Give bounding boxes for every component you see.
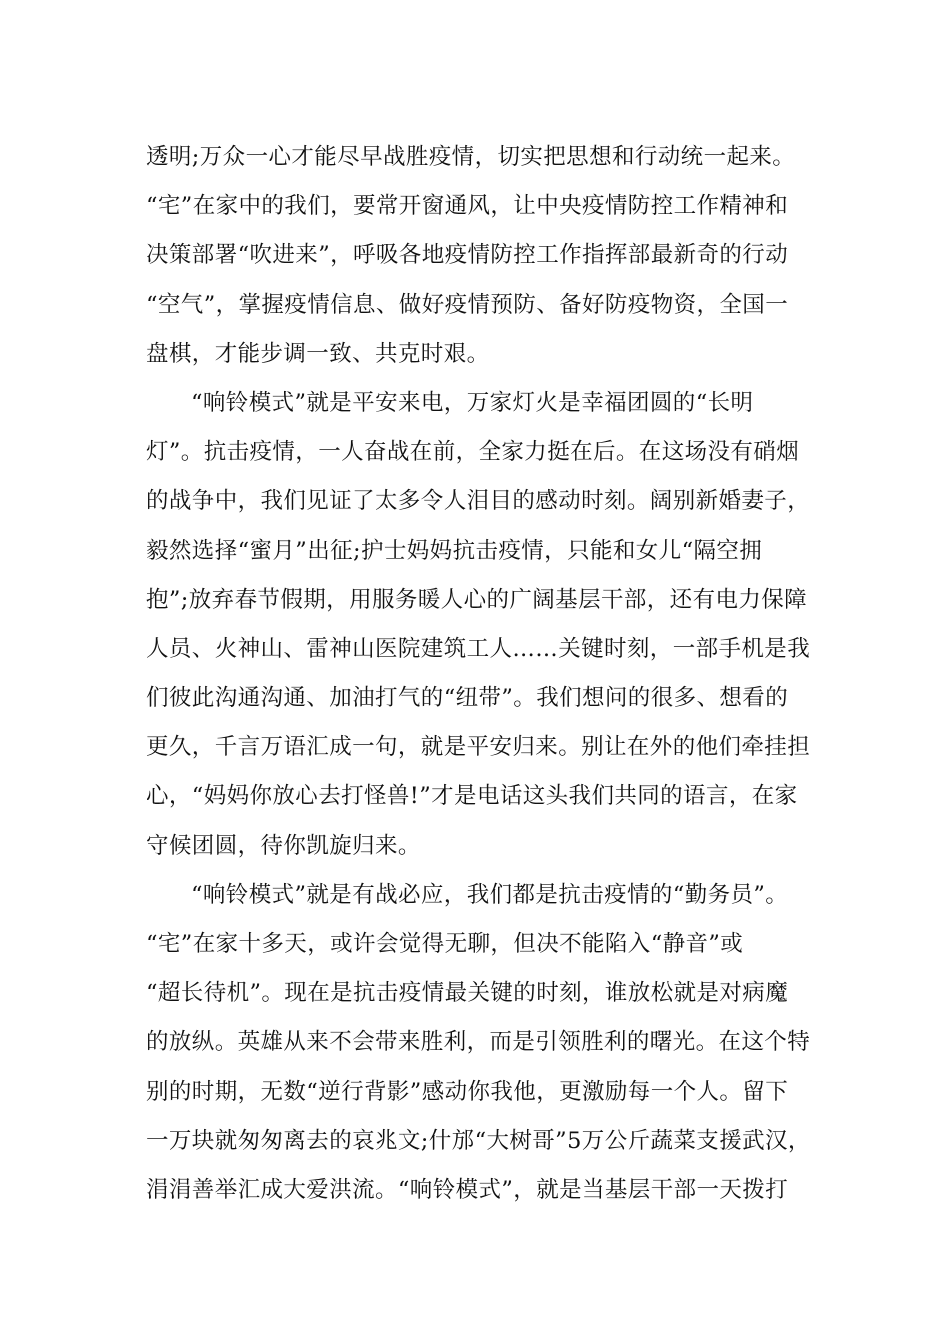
paragraph-start-line: “响铃模式”就是有战必应，我们都是抗击疫情的“勤务员”。 bbox=[191, 881, 789, 908]
text-line: “超长待机”。现在是抗击疫情最关键的时刻，谁放松就是对病魔 bbox=[146, 980, 789, 1007]
text-line: 更久，千言万语汇成一句，就是平安归来。别让在外的他们牵挂担 bbox=[146, 734, 811, 761]
text-line: 别的时期，无数“逆行背影”感动你我他，更激励每一个人。留下 bbox=[146, 1078, 789, 1105]
text-line: 盘棋，才能步调一致、共克时艰。 bbox=[146, 340, 490, 367]
text-line: 的放纵。英雄从来不会带来胜利，而是引领胜利的曙光。在这个特 bbox=[146, 1029, 811, 1056]
text-line: 一万块就匆匆离去的哀兆文;什邡“大树哥”5万公斤蔬菜支援武汉， bbox=[146, 1127, 811, 1154]
text-line: 守候团圆，待你凯旋归来。 bbox=[146, 832, 421, 859]
text-line: 涓涓善举汇成大爱洪流。“响铃模式”，就是当基层干部一天拨打 bbox=[146, 1176, 789, 1203]
text-line: 们彼此沟通沟通、加油打气的“纽带”。我们想问的很多、想看的 bbox=[146, 685, 789, 712]
text-line: 心，“妈妈你放心去打怪兽!”才是电话这头我们共同的语言，在家 bbox=[146, 783, 798, 810]
text-line: “宅”在家中的我们，要常开窗通风，让中央疫情防控工作精神和 bbox=[146, 193, 789, 220]
text-line: 透明;万众一心才能尽早战胜疫情，切实把思想和行动统一起来。 bbox=[146, 144, 796, 170]
body-text bbox=[146, 133, 826, 1215]
text-line: 的战争中，我们见证了太多令人泪目的感动时刻。阔别新婚妻子， bbox=[146, 488, 811, 515]
text-line: “宅”在家十多天，或许会觉得无聊，但决不能陷入“静音”或 bbox=[146, 931, 744, 957]
text-line: “空气”，掌握疫情信息、做好疫情预防、备好防疫物资，全国一 bbox=[146, 291, 789, 318]
text-line: 决策部署“吹进来”，呼吸各地疫情防控工作指挥部最新奇的行动 bbox=[146, 242, 789, 269]
text-line: 抱”;放弃春节假期，用服务暖人心的广阔基层干部，还有电力保障 bbox=[146, 586, 808, 613]
text-line: 灯”。抗击疫情，一人奋战在前，全家力挺在后。在这场没有硝烟 bbox=[146, 439, 800, 466]
text-line: 毅然选择“蜜月”出征;护士妈妈抗击疫情，只能和女儿“隔空拥 bbox=[146, 537, 763, 564]
text-line: 人员、火神山、雷神山医院建筑工人……关键时刻，一部手机是我 bbox=[146, 635, 811, 662]
paragraph-start-line: “响铃模式”就是平安来电，万家灯火是幸福团圆的“长明 bbox=[191, 389, 754, 416]
